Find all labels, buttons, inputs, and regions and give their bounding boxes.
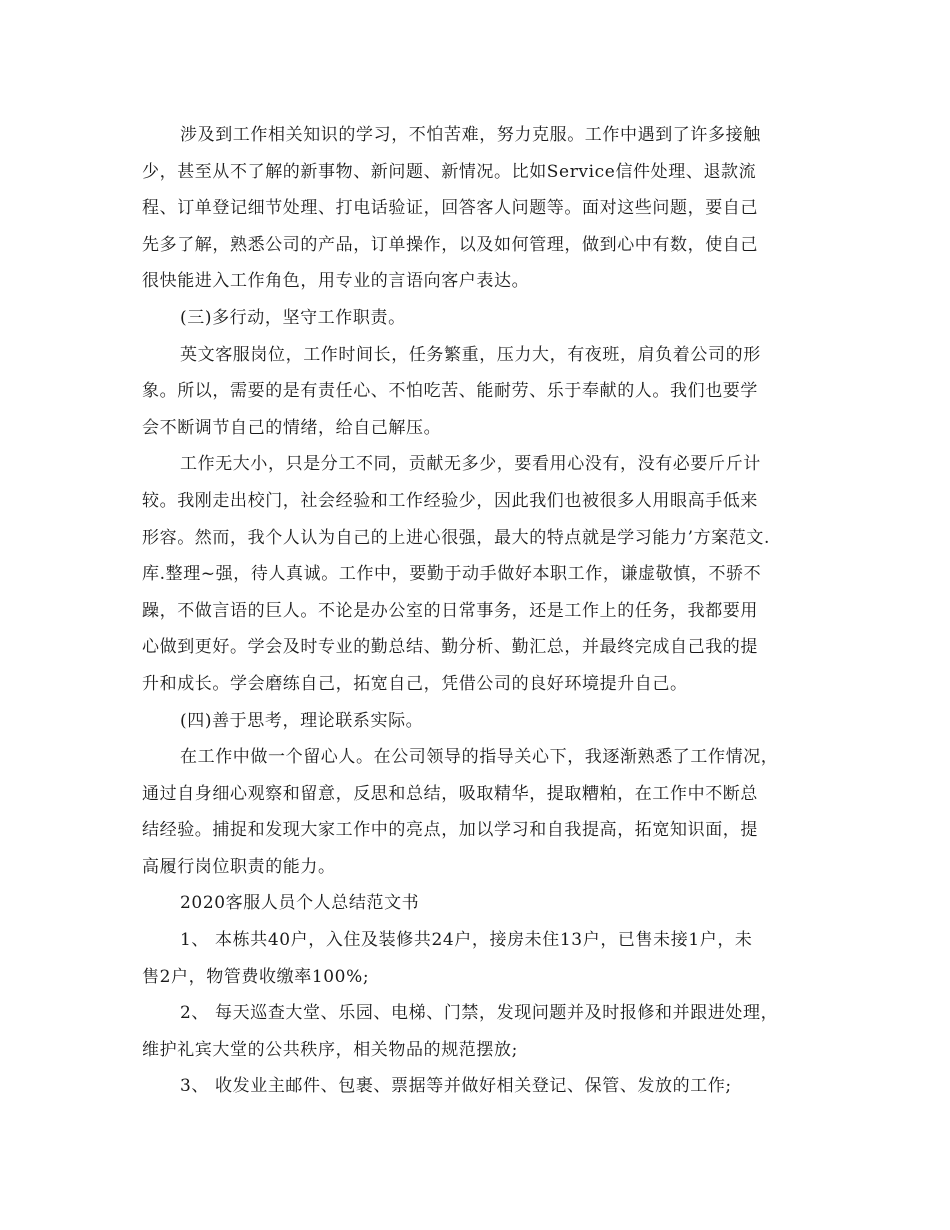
text-line: 先多了解，熟悉公司的产品，订单操作，以及如何管理，做到心中有数，使自己 [142, 234, 758, 255]
text-line: 通过自身细心观察和留意，反思和总结，吸取精华，提取糟粕，在工作中不断总 [142, 783, 758, 804]
text-line: 1、 本栋共40户，入住及装修共24户，接房未住13户，已售未接1户，未 [180, 930, 753, 951]
text-line: 程、订单登记细节处理、打电话验证，回答客人问题等。面对这些问题，要自己 [142, 198, 758, 219]
text-line: 升和成长。学会磨练自己，拓宽自己，凭借公司的良好环境提升自己。 [142, 673, 688, 694]
text-line: 高履行岗位职责的能力。 [142, 856, 336, 877]
text-line: 涉及到工作相关知识的学习，不怕苦难，努力克服。工作中遇到了许多接触 [180, 125, 761, 145]
text-line: 维护礼宾大堂的公共秩序，相关物品的规范摆放; [142, 1039, 518, 1060]
text-line: 2、 每天巡查大堂、乐园、电梯、门禁，发现问题并及时报修和并跟进处理， [180, 1003, 779, 1024]
text-line: 象。所以，需要的是有责任心、不怕吃苦、能耐劳、乐于奉献的人。我们也要学 [142, 381, 758, 402]
text-line: 较。我刚走出校门，社会经验和工作经验少，因此我们也被很多人用眼高手低来 [142, 490, 758, 511]
text-line: 英文客服岗位，工作时间长，任务繁重，压力大，有夜班，肩负着公司的形 [180, 344, 761, 365]
text-line: 结经验。捕捉和发现大家工作中的亮点，加以学习和自我提高，拓宽知识面，提 [142, 820, 758, 841]
text-line: 在工作中做一个留心人。在公司领导的指导关心下，我逐渐熟悉了工作情况， [180, 747, 779, 768]
text-line: 库.整理~强，待人真诚。工作中，要勤于动手做好本职工作，谦虚敬慎，不骄不 [142, 564, 762, 585]
text-line: 会不断调节自己的情绪，给自己解压。 [142, 417, 442, 438]
text-line: 少，甚至从不了解的新事物、新问题、新情况。比如Service信件处理、退款流 [142, 161, 757, 182]
text-line: (四)善于思考，理论联系实际。 [180, 710, 424, 731]
text-line: 心做到更好。学会及时专业的勤总结、勤分析、勤汇总，并最终完成自己我的提 [142, 637, 758, 658]
document-page [142, 117, 802, 1105]
text-line: 形容。然而，我个人认为自己的上进心很强，最大的特点就是学习能力’方案范文. [142, 527, 771, 548]
text-line: 3、 收发业主邮件、包裹、票据等并做好相关登记、保管、发放的工作; [180, 1076, 732, 1097]
text-line: 2020客服人员个人总结范文书 [180, 893, 420, 914]
text-line: 工作无大小，只是分工不同，贡献无多少，要看用心没有，没有必要斤斤计 [180, 454, 761, 475]
text-line: 售2户，物管费收缴率100%; [142, 966, 370, 987]
text-line: (三)多行动，坚守工作职责。 [180, 307, 406, 328]
text-line: 躁，不做言语的巨人。不论是办公室的日常事务，还是工作上的任务，我都要用 [142, 600, 758, 621]
text-line: 很快能进入工作角色，用专业的言语向客户表达。 [142, 271, 530, 292]
